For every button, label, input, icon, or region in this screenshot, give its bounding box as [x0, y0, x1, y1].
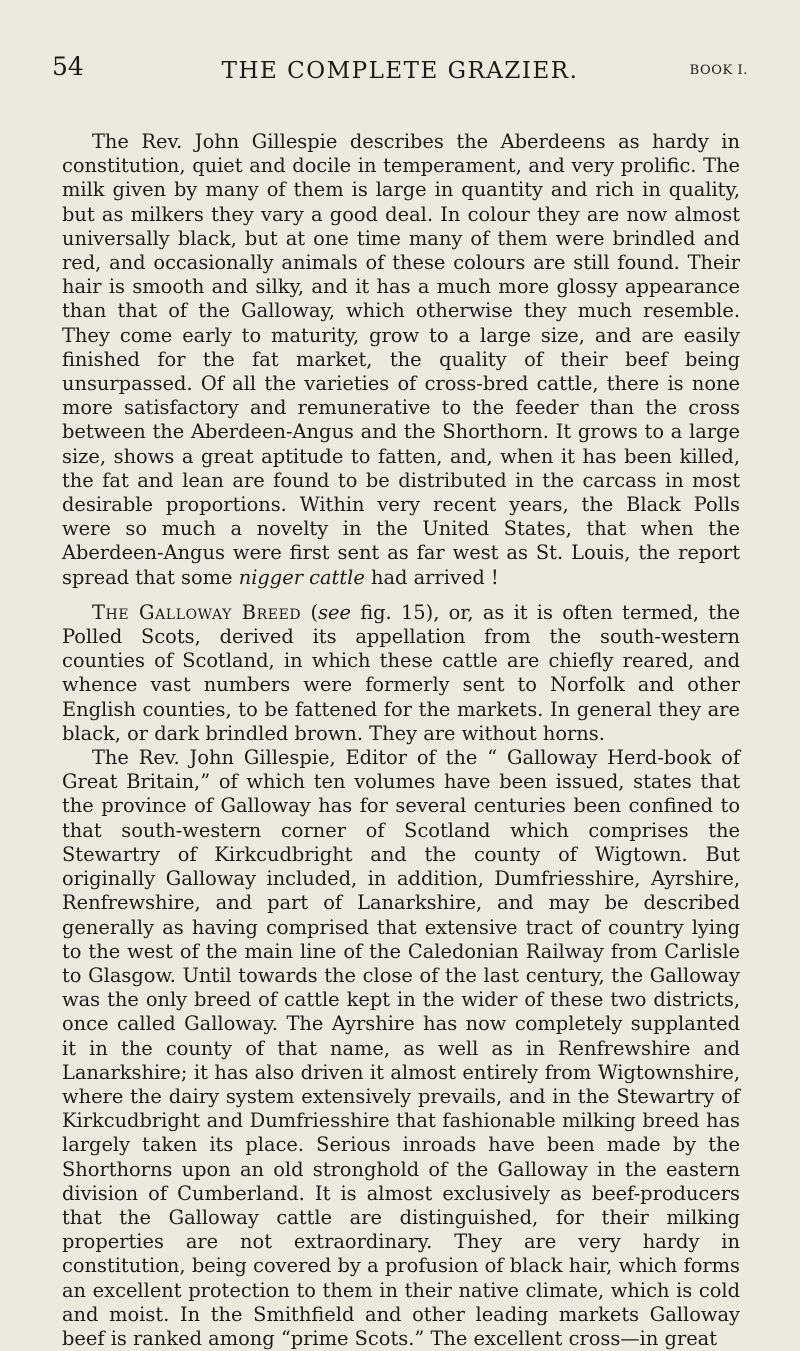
book-label: BOOK I. [689, 63, 748, 78]
paragraph-gillespie-herdbook [62, 746, 740, 1351]
paragraph-galloway-breed [62, 601, 740, 746]
body-text [62, 130, 740, 1351]
paragraph-text: The Rev. John Gillespie, Editor of the “ Galloway Herd-book of Great Britain,” of which ten volumes have been issued, states that the province of Galloway has for several centuries been confined to that south-western corner of Scotland which comprises the Stewartry of Kirkcudbright and the county of Wigtown. But originally Galloway included, in addition, Dumfriesshire, Ayrshire, Renfrewshire, and part of Lanarkshire, and may be described generally as having comprised that extensive tract of country lying to the west of the main line of the Caledonian Railway from Carlisle to Glasgow. Until towards the close of the last century, the Galloway was the only breed of cattle kept in the wider of these two districts, once called Galloway. The Ayrshire has now completely supplanted it in the county of that name, as well as in Renfrewshire and Lanarkshire; it has also driven it almost entirely from Wigtownshire, where the dairy system extensively prevails, and in the Stewartry of Kirkcudbright and Dumfriesshire that fashionable milking breed has largely taken its place. Serious inroads have been made by the Shorthorns upon an old stronghold of the Galloway in the eastern division of Cumberland. It is almost exclusively as beef-producers that the Galloway cattle are distinguished, for their milking properties are not extraordinary. They are very hardy in constitution, being covered by a profusion of black hair, which forms an excellent protection to them in their native climate, which is cold and moist. In the Smithfield and other leading markets Galloway beef is ranked among “prime Scots.” The excellent cross—in great [62, 746, 740, 1350]
running-title: THE COMPLETE GRAZIER. [221, 58, 579, 84]
figure-ref-see: see [318, 600, 351, 624]
figure-ref-open: ( [301, 600, 319, 624]
italic-phrase: nigger cattle [238, 565, 365, 589]
section-heading: The Galloway Breed [92, 600, 302, 624]
paragraph-text-end: had arrived ! [364, 565, 499, 589]
paragraph-text: The Rev. John Gillespie describes the Aberdeens as hardy in constitution, quiet and docile in temperament, and very prolific. The milk given by many of them is large in quantity and rich in quality, but as milkers they vary a good deal. In colour they are now almost universally black, but at one time many of them were brindled and red, and occasionally animals of these colours are still found. Their hair is smooth and silky, and it has a much more glossy appearance than that of the Galloway, which otherwise they much resemble. They come early to maturity, grow to a large size, and are easily finished for the fat market, the quality of their beef being unsurpassed. Of all the varieties of cross-bred cattle, there is none more satisfactory and remunerative to the feeder than the cross between the Aberdeen-Angus and the Shorthorn. It grows to a large size, shows a great aptitude to fatten, and, when it has been killed, the fat and lean are found to be distributed in the carcass in most desirable proportions. Within very recent years, the Black Polls were so much a novelty in the United States, that when the Aberdeen-Angus were first sent as far west as St. Louis, the report spread that some [62, 130, 740, 589]
paragraph-aberdeen-description [62, 130, 740, 590]
page-number: 54 [52, 52, 84, 81]
paragraph-text: fig. 15), or, as it is often termed, the Polled Scots, derived its appellation from the south-western counties of Scotland, in which these cattle are chiefly reared, and whence vast numbers were formerly sent to Norfolk and other English counties, to be fattened for the markets. In general they are black, or dark brindled brown. They are without horns. [62, 600, 741, 745]
page-header [52, 52, 748, 92]
